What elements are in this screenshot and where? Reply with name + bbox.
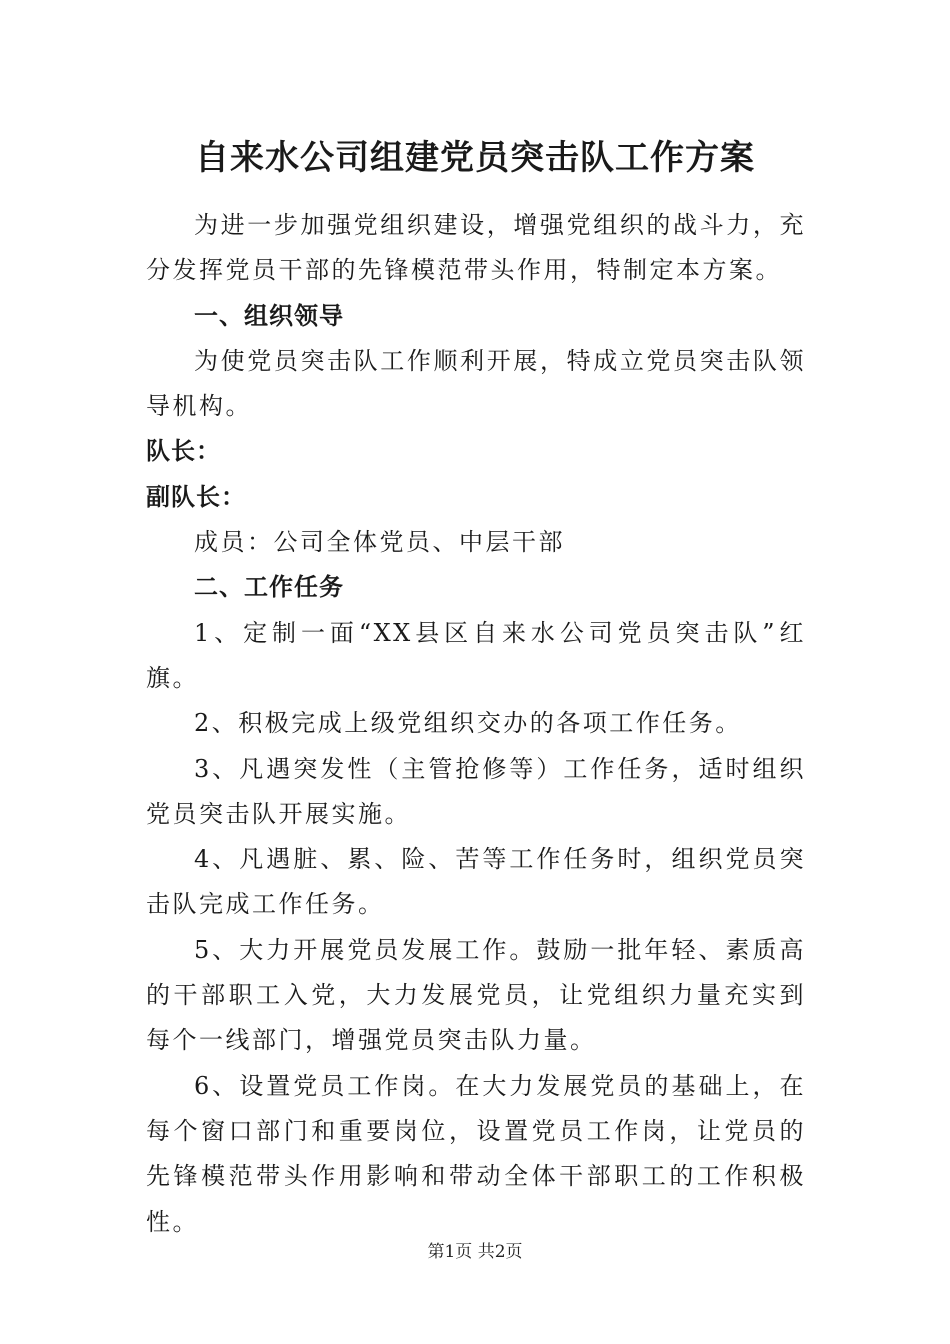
captain-line: 队长： bbox=[146, 437, 221, 466]
intro-paragraph: 为进一步加强党组织建设，增强党组织的战斗力，充分发挥党员干部的先锋模范带头作用，特制定本方案。 bbox=[146, 211, 806, 285]
document-title: 自来水公司组建党员突击队工作方案 bbox=[195, 138, 755, 178]
organization-paragraph: 为使党员突击队工作顺利开展，特成立党员突击队领导机构。 bbox=[146, 346, 806, 421]
task-item-1: 1、定制一面“XX县区自来水公司党员突击队”红旗。 bbox=[146, 618, 806, 692]
vice-captain-line: 副队长： bbox=[146, 482, 246, 511]
task-item-4: 4、凡遇脏、累、险、苦等工作任务时，组织党员突击队完成工作任务。 bbox=[146, 845, 806, 919]
section-heading-tasks: 二、工作任务 bbox=[194, 573, 344, 602]
section-heading-organization: 一、组织领导 bbox=[194, 301, 344, 330]
task-item-6: 6、设置党员工作岗。在大力发展党员的基础上，在每个窗口部门和重要岗位，设置党员工作岗，让党员的先锋模范带头作用影响和带动全体干部职工的工作积极性。 bbox=[146, 1071, 806, 1236]
task-item-2: 2、积极完成上级党组织交办的各项工作任务。 bbox=[194, 709, 742, 738]
task-item-5: 5、大力开展党员发展工作。鼓励一批年轻、素质高的干部职工入党，大力发展党员，让党组织力量充实到每个一线部门，增强党员突击队力量。 bbox=[146, 935, 806, 1055]
page-footer: 第1页 共2页 bbox=[427, 1242, 523, 1262]
task-item-3: 3、凡遇突发性（主管抢修等）工作任务，适时组织党员突击队开展实施。 bbox=[146, 754, 806, 828]
members-line: 成员：公司全体党员、中层干部 bbox=[194, 528, 565, 557]
document-body bbox=[146, 203, 806, 1245]
